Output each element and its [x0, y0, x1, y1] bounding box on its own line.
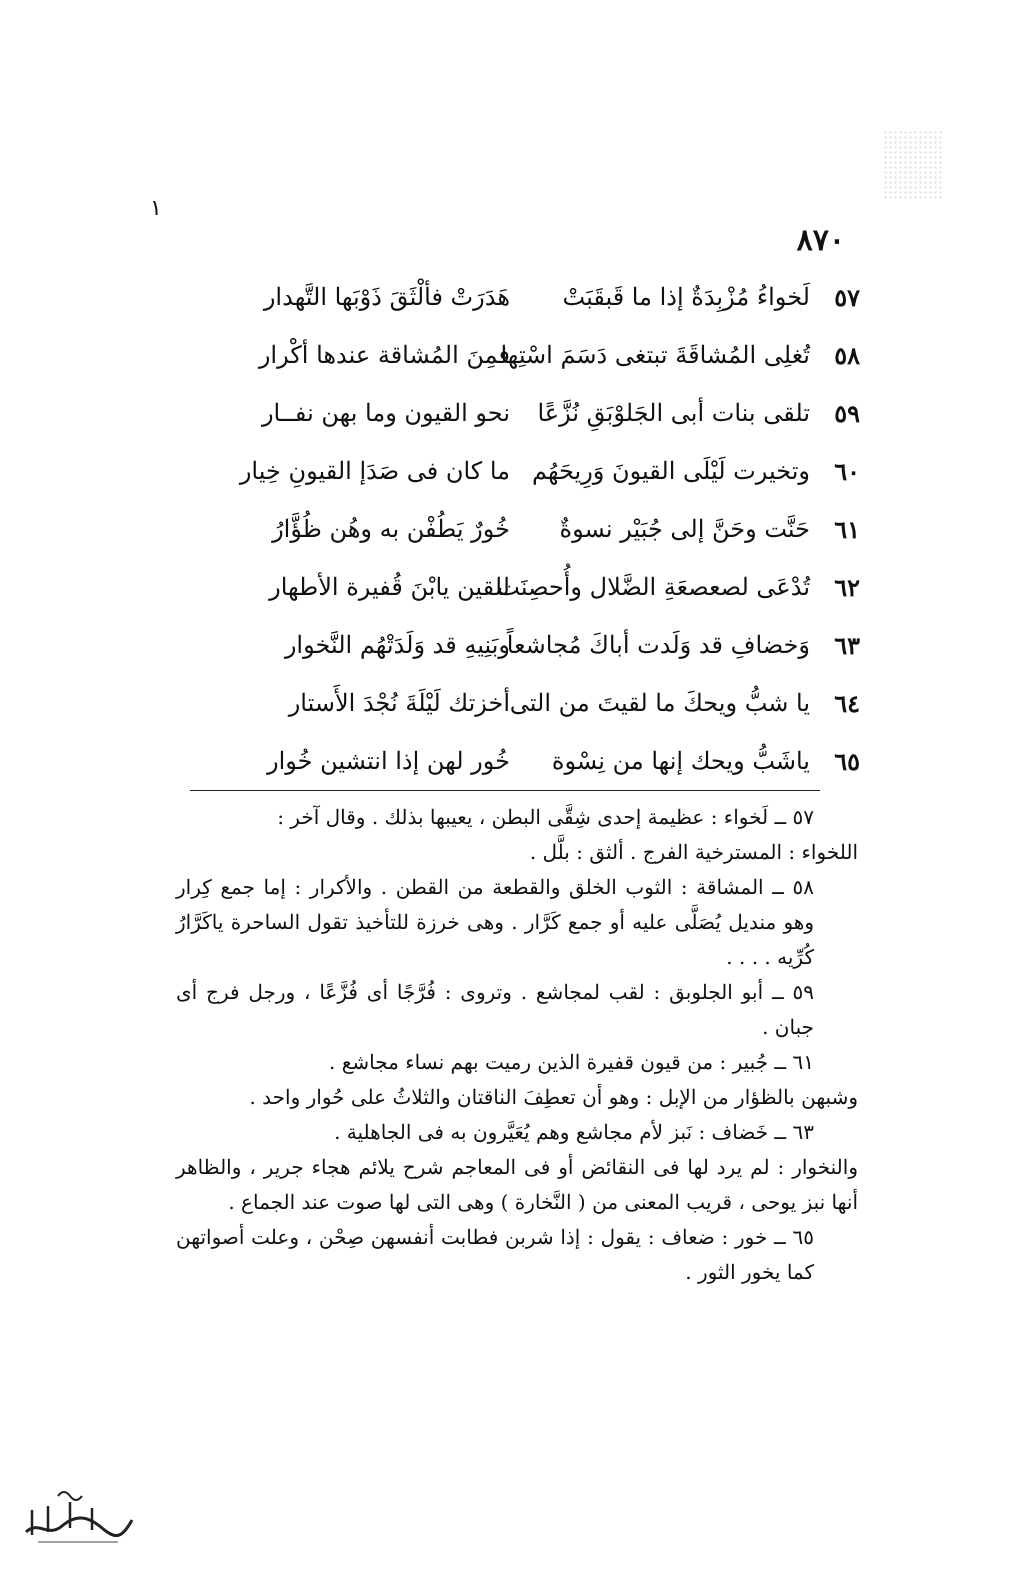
verse-line — [180, 674, 860, 732]
verse-line — [180, 616, 860, 674]
footnote-paragraph: ٥٧ ــ لَخواء : عظيمة إحدى شِقَّى البطن ، يعيبها بذلك . وقال آخر : — [277, 805, 814, 829]
verse-number: ٦٢ — [834, 572, 860, 602]
verse-first-hemistich: ياشَبُّ ويحك إنها من نِسْوة — [551, 747, 810, 775]
verse-number: ٥٧ — [834, 282, 860, 312]
verse-second-hemistich: هَدَرَتْ فألْثَقَ ذَوْبَها التَّهدار — [263, 283, 510, 311]
verse-number: ٦٥ — [834, 746, 860, 776]
verse-line — [180, 558, 860, 616]
verse-second-hemistich: خُور لهن إذا انتشين خُوار — [266, 747, 510, 775]
verse-first-hemistich: لَخواءُ مُزْبِدَةٌ إذا ما قَبقَبَتْ — [562, 283, 810, 311]
verse-first-hemistich: يا شبُّ ويحكَ ما لقيتَ من التى — [509, 689, 810, 717]
verse-number: ٦١ — [834, 514, 860, 544]
verse-line — [180, 442, 860, 500]
footnotes — [176, 800, 858, 1290]
verse-line — [180, 500, 860, 558]
verse-second-hemistich: نحو القيون وما بهن نفــار — [261, 399, 510, 427]
verse-second-hemistich: أخزتك لَيْلَةَ نُجْدَ الأَستار — [288, 689, 510, 717]
verse-second-hemistich: فمِنَ المُشاقة عندها أكْرار — [258, 341, 510, 369]
footnote-paragraph: ٦٥ ــ خور : ضعاف : يقول : إذا شربن فطابت أنفسهن صِحْن ، وعلت أصواتهن كما يخور الثور . — [176, 1225, 814, 1284]
verse-line — [180, 732, 860, 790]
verse-second-hemistich: للقين يابْنَ قُفيرة الأطهار — [269, 573, 510, 601]
verse-line — [180, 268, 860, 326]
poem-verses — [180, 268, 860, 790]
footnote-paragraph: ٦٣ ــ خَضاف : نَبز لأم مجاشع وهم يُعَيَّرون به فى الجاهلية . — [334, 1120, 814, 1144]
verse-second-hemistich: ما كان فى صَدَإ القيونِ خِيار — [239, 457, 510, 485]
footnote-divider — [190, 790, 820, 791]
verse-first-hemistich: تلقى بنات أبى الجَلوْبَقِ نُزَّعًا — [537, 399, 810, 427]
verse-number: ٦٤ — [834, 688, 860, 718]
verse-first-hemistich: حَنَّت وحَنَّ إلى جُبَيْر نسوةٌ — [559, 515, 810, 543]
verse-number: ٥٩ — [834, 398, 860, 428]
scan-speckle — [883, 130, 943, 200]
verse-number: ٦٣ — [834, 630, 860, 660]
margin-mark: ١ — [150, 196, 162, 221]
verse-second-hemistich: خُورٌ يَطُفْن به وهُن ظُؤَّارُ — [272, 515, 510, 543]
verse-line — [180, 326, 860, 384]
footnote-paragraph: ٦١ ــ جُبير : من قيون قفيرة الذين رميت بهم نساء مجاشع . — [329, 1050, 814, 1074]
verse-number: ٦٠ — [834, 456, 860, 486]
page-number: ٨٧٠ — [796, 223, 845, 258]
verse-line — [180, 384, 860, 442]
footnote-paragraph: ٥٩ ــ أبو الجلوبق : لقب لمجاشع . وتروى : فُرَّجًا أى فُزَّعًا ، ورجل فرج أى جبان . — [176, 980, 814, 1039]
footnote-paragraph: اللخواء : المسترخية الفرج . ألثق : بلَّل . — [529, 840, 858, 864]
verse-first-hemistich: وتخيرت لَيْلَى القيونَ وَرِيحَهُم — [531, 457, 810, 485]
footnote-paragraph: ٥٨ ــ المشاقة : الثوب الخلق والقطعة من القطن . والأكرار : إما جمع كِرار وهو منديل يُصَلَّى عليه أو جمع كَرَّار . وهى خرزة للتأخيذ تقول الساحرة ياكَرَّارُ كُرِّيه . . . . — [176, 875, 814, 969]
verse-number: ٥٨ — [834, 340, 860, 370]
verse-second-hemistich: وبَنِيهِ قد وَلَدَتْهُم النَّخوار — [284, 631, 510, 659]
calligraphic-seal-logo — [18, 1480, 138, 1550]
footnote-paragraph: والنخوار : لم يرد لها فى النقائض أو فى المعاجم شرح يلائم هجاء جرير ، والظاهر أنها نبز يوحى ، قريب المعنى من ( النَّخارة ) وهى التى لها صوت عند الجماع . — [176, 1155, 858, 1214]
footnote-paragraph: وشبهن بالظؤار من الإبل : وهو أن تعطِفَ الناقتان والثلاثُ على حُوار واحد . — [249, 1085, 858, 1109]
verse-first-hemistich: وَخضافِ قد وَلَدت أباكَ مُجاشعاً — [506, 631, 810, 659]
verse-first-hemistich: تُدْعَى لصعصعَةِ الضَّلال وأُحصِنَت — [497, 573, 810, 601]
verse-first-hemistich: تُغلِى المُشاقَةَ تبتغى دَسَمَ اسْتِها — [500, 341, 810, 369]
